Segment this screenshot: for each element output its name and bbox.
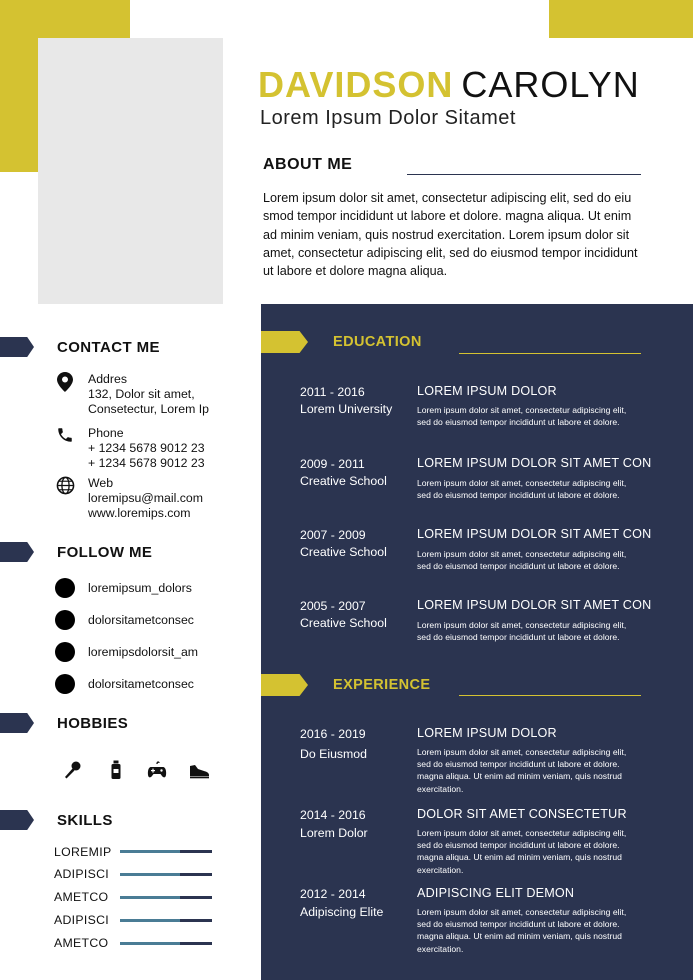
entry-years: 2007 - 2009 [300, 528, 366, 542]
social-dot-icon [55, 578, 75, 598]
skill-bar [120, 850, 212, 853]
email-link[interactable]: loremipsu@mail.com [88, 491, 203, 505]
profile-photo-placeholder [38, 38, 223, 304]
accent-block-right [549, 0, 693, 38]
entry-years: 2011 - 2016 [300, 385, 365, 399]
social-handle: dolorsitametconsec [88, 613, 194, 627]
social-item[interactable] [55, 674, 194, 694]
address-line1: 132, Dolor sit amet, [88, 387, 195, 401]
experience-entry-dates [300, 886, 383, 921]
contact-web [55, 476, 203, 521]
entry-place: Creative School [300, 474, 387, 488]
education-entry-dates [300, 527, 387, 561]
entry-title: LOREM IPSUM DOLOR [417, 384, 557, 398]
entry-place: Creative School [300, 545, 387, 559]
education-entry-dates [300, 598, 387, 632]
last-name: CAROLYN [461, 64, 640, 105]
entry-title: LOREM IPSUM DOLOR SIT AMET CON [417, 456, 652, 470]
globe-icon [55, 476, 75, 496]
skill-bar-fill [120, 896, 180, 899]
contact-address [55, 372, 209, 417]
social-handle: loremipsdolorsit_am [88, 645, 199, 659]
social-item[interactable] [55, 610, 194, 630]
phone-icon [55, 426, 75, 446]
sneaker-icon [188, 760, 208, 780]
location-pin-icon [55, 372, 75, 392]
entry-years: 2012 - 2014 [300, 887, 366, 901]
entry-description: Lorem ipsum dolor sit amet, consectetur adipiscing elit, sed do eiusmod tempor incididunt ut labore et dolore. magna aliqua. Ut enim ad minim veniam, quis nostrud exercitation. [417, 747, 627, 794]
contact-heading: CONTACT ME [57, 339, 160, 356]
first-name: DAVIDSON [258, 64, 454, 105]
experience-entry-dates [300, 807, 368, 842]
social-dot-icon [55, 642, 75, 662]
about-divider [407, 174, 641, 175]
skills-tab-marker [0, 810, 34, 830]
bottle-icon [106, 760, 126, 780]
about-heading: ABOUT ME [263, 156, 353, 173]
entry-title: LOREM IPSUM DOLOR SIT AMET CON [417, 598, 652, 612]
entry-title: DOLOR SIT AMET CONSECTETUR [417, 807, 627, 821]
about-text: Lorem ipsum dolor sit amet, consectetur adipiscing elit, sed do eiu smod tempor incididunt ut labore et dolore. magna aliqua. Ut enim ad minim veniam, quis nostrud exercitation. Lorem ipsum dolor sit amet, consectetur adipiscing elit, sed do eiusmod tempor incididunt ut labore et dolore magna aliqua. [263, 191, 638, 279]
education-divider [459, 353, 641, 354]
skill-bar-fill [120, 873, 180, 876]
hobbies-heading: HOBBIES [57, 715, 129, 732]
job-subtitle: Lorem Ipsum Dolor Sitamet [260, 107, 516, 129]
experience-tab-marker [261, 674, 308, 696]
social-handle: dolorsitametconsec [88, 677, 194, 691]
website-link[interactable]: www.loremips.com [88, 506, 191, 520]
address-label: Addres [88, 372, 127, 386]
skills-heading: SKILLS [57, 812, 113, 829]
entry-place: Do Eiusmod [300, 747, 367, 761]
skill-label: LOREMIP [54, 845, 112, 859]
skill-bar-fill [120, 850, 180, 853]
entry-place: Adipiscing Elite [300, 905, 384, 919]
social-handle: loremipsum_dolors [88, 581, 192, 595]
contact-phone [55, 426, 205, 471]
entry-years: 2014 - 2016 [300, 808, 366, 822]
phone-label: Phone [88, 426, 124, 440]
social-dot-icon [55, 674, 75, 694]
skill-label: ADIPISCI [54, 913, 110, 927]
experience-heading: EXPERIENCE [333, 677, 431, 693]
entry-title: LOREM IPSUM DOLOR SIT AMET CON [417, 527, 652, 541]
entry-title: LOREM IPSUM DOLOR [417, 726, 557, 740]
contact-tab-marker [0, 337, 34, 357]
skill-bar [120, 942, 212, 945]
entry-years: 2016 - 2019 [300, 727, 366, 741]
web-label: Web [88, 476, 114, 490]
entry-place: Lorem University [300, 402, 393, 416]
education-tab-marker [261, 331, 308, 353]
skill-bar-fill [120, 919, 180, 922]
entry-years: 2005 - 2007 [300, 599, 366, 613]
entry-description: Lorem ipsum dolor sit amet, consectetur adipiscing elit, sed do eiusmod tempor incididunt ut labore et dolore. [417, 620, 627, 643]
phone-number-1: + 1234 5678 9012 23 [88, 441, 205, 455]
name-heading [258, 64, 640, 106]
skill-bar [120, 873, 212, 876]
microphone-icon [62, 760, 82, 780]
entry-place: Creative School [300, 616, 387, 630]
social-item[interactable] [55, 578, 192, 598]
education-entry-dates [300, 456, 387, 490]
experience-divider [459, 695, 641, 696]
gamepad-icon [147, 760, 167, 780]
skill-bar [120, 919, 212, 922]
entry-description: Lorem ipsum dolor sit amet, consectetur adipiscing elit, sed do eiusmod tempor incididunt ut labore et dolore. magna aliqua. Ut enim ad minim veniam, quis nostrud exercitation. [417, 907, 627, 954]
skill-bar [120, 896, 212, 899]
skill-bar-fill [120, 942, 180, 945]
entry-description: Lorem ipsum dolor sit amet, consectetur adipiscing elit, sed do eiusmod tempor incididunt ut labore et dolore. [417, 478, 627, 501]
follow-heading: FOLLOW ME [57, 544, 153, 561]
entry-years: 2009 - 2011 [300, 457, 365, 471]
skill-label: AMETCO [54, 890, 109, 904]
address-line2: Consetectur, Lorem Ip [88, 402, 209, 416]
education-heading: EDUCATION [333, 334, 422, 350]
entry-title: ADIPISCING ELIT DEMON [417, 886, 575, 900]
entry-description: Lorem ipsum dolor sit amet, consectetur adipiscing elit, sed do eiusmod tempor incididunt ut labore et dolore. [417, 549, 627, 572]
education-entry-dates [300, 384, 392, 418]
follow-tab-marker [0, 542, 34, 562]
entry-description: Lorem ipsum dolor sit amet, consectetur adipiscing elit, sed do eiusmod tempor incididunt ut labore et dolore. [417, 405, 627, 428]
hobbies-tab-marker [0, 713, 34, 733]
entry-description: Lorem ipsum dolor sit amet, consectetur adipiscing elit, sed do eiusmod tempor incididunt ut labore et dolore. magna aliqua. Ut enim ad minim veniam, quis nostrud exercitation. [417, 828, 627, 875]
skill-label: ADIPISCI [54, 867, 110, 881]
entry-place: Lorem Dolor [300, 826, 368, 840]
social-dot-icon [55, 610, 75, 630]
social-item[interactable] [55, 642, 198, 662]
skill-label: AMETCO [54, 936, 109, 950]
experience-entry-dates [300, 726, 367, 763]
phone-number-2: + 1234 5678 9012 23 [88, 456, 205, 470]
